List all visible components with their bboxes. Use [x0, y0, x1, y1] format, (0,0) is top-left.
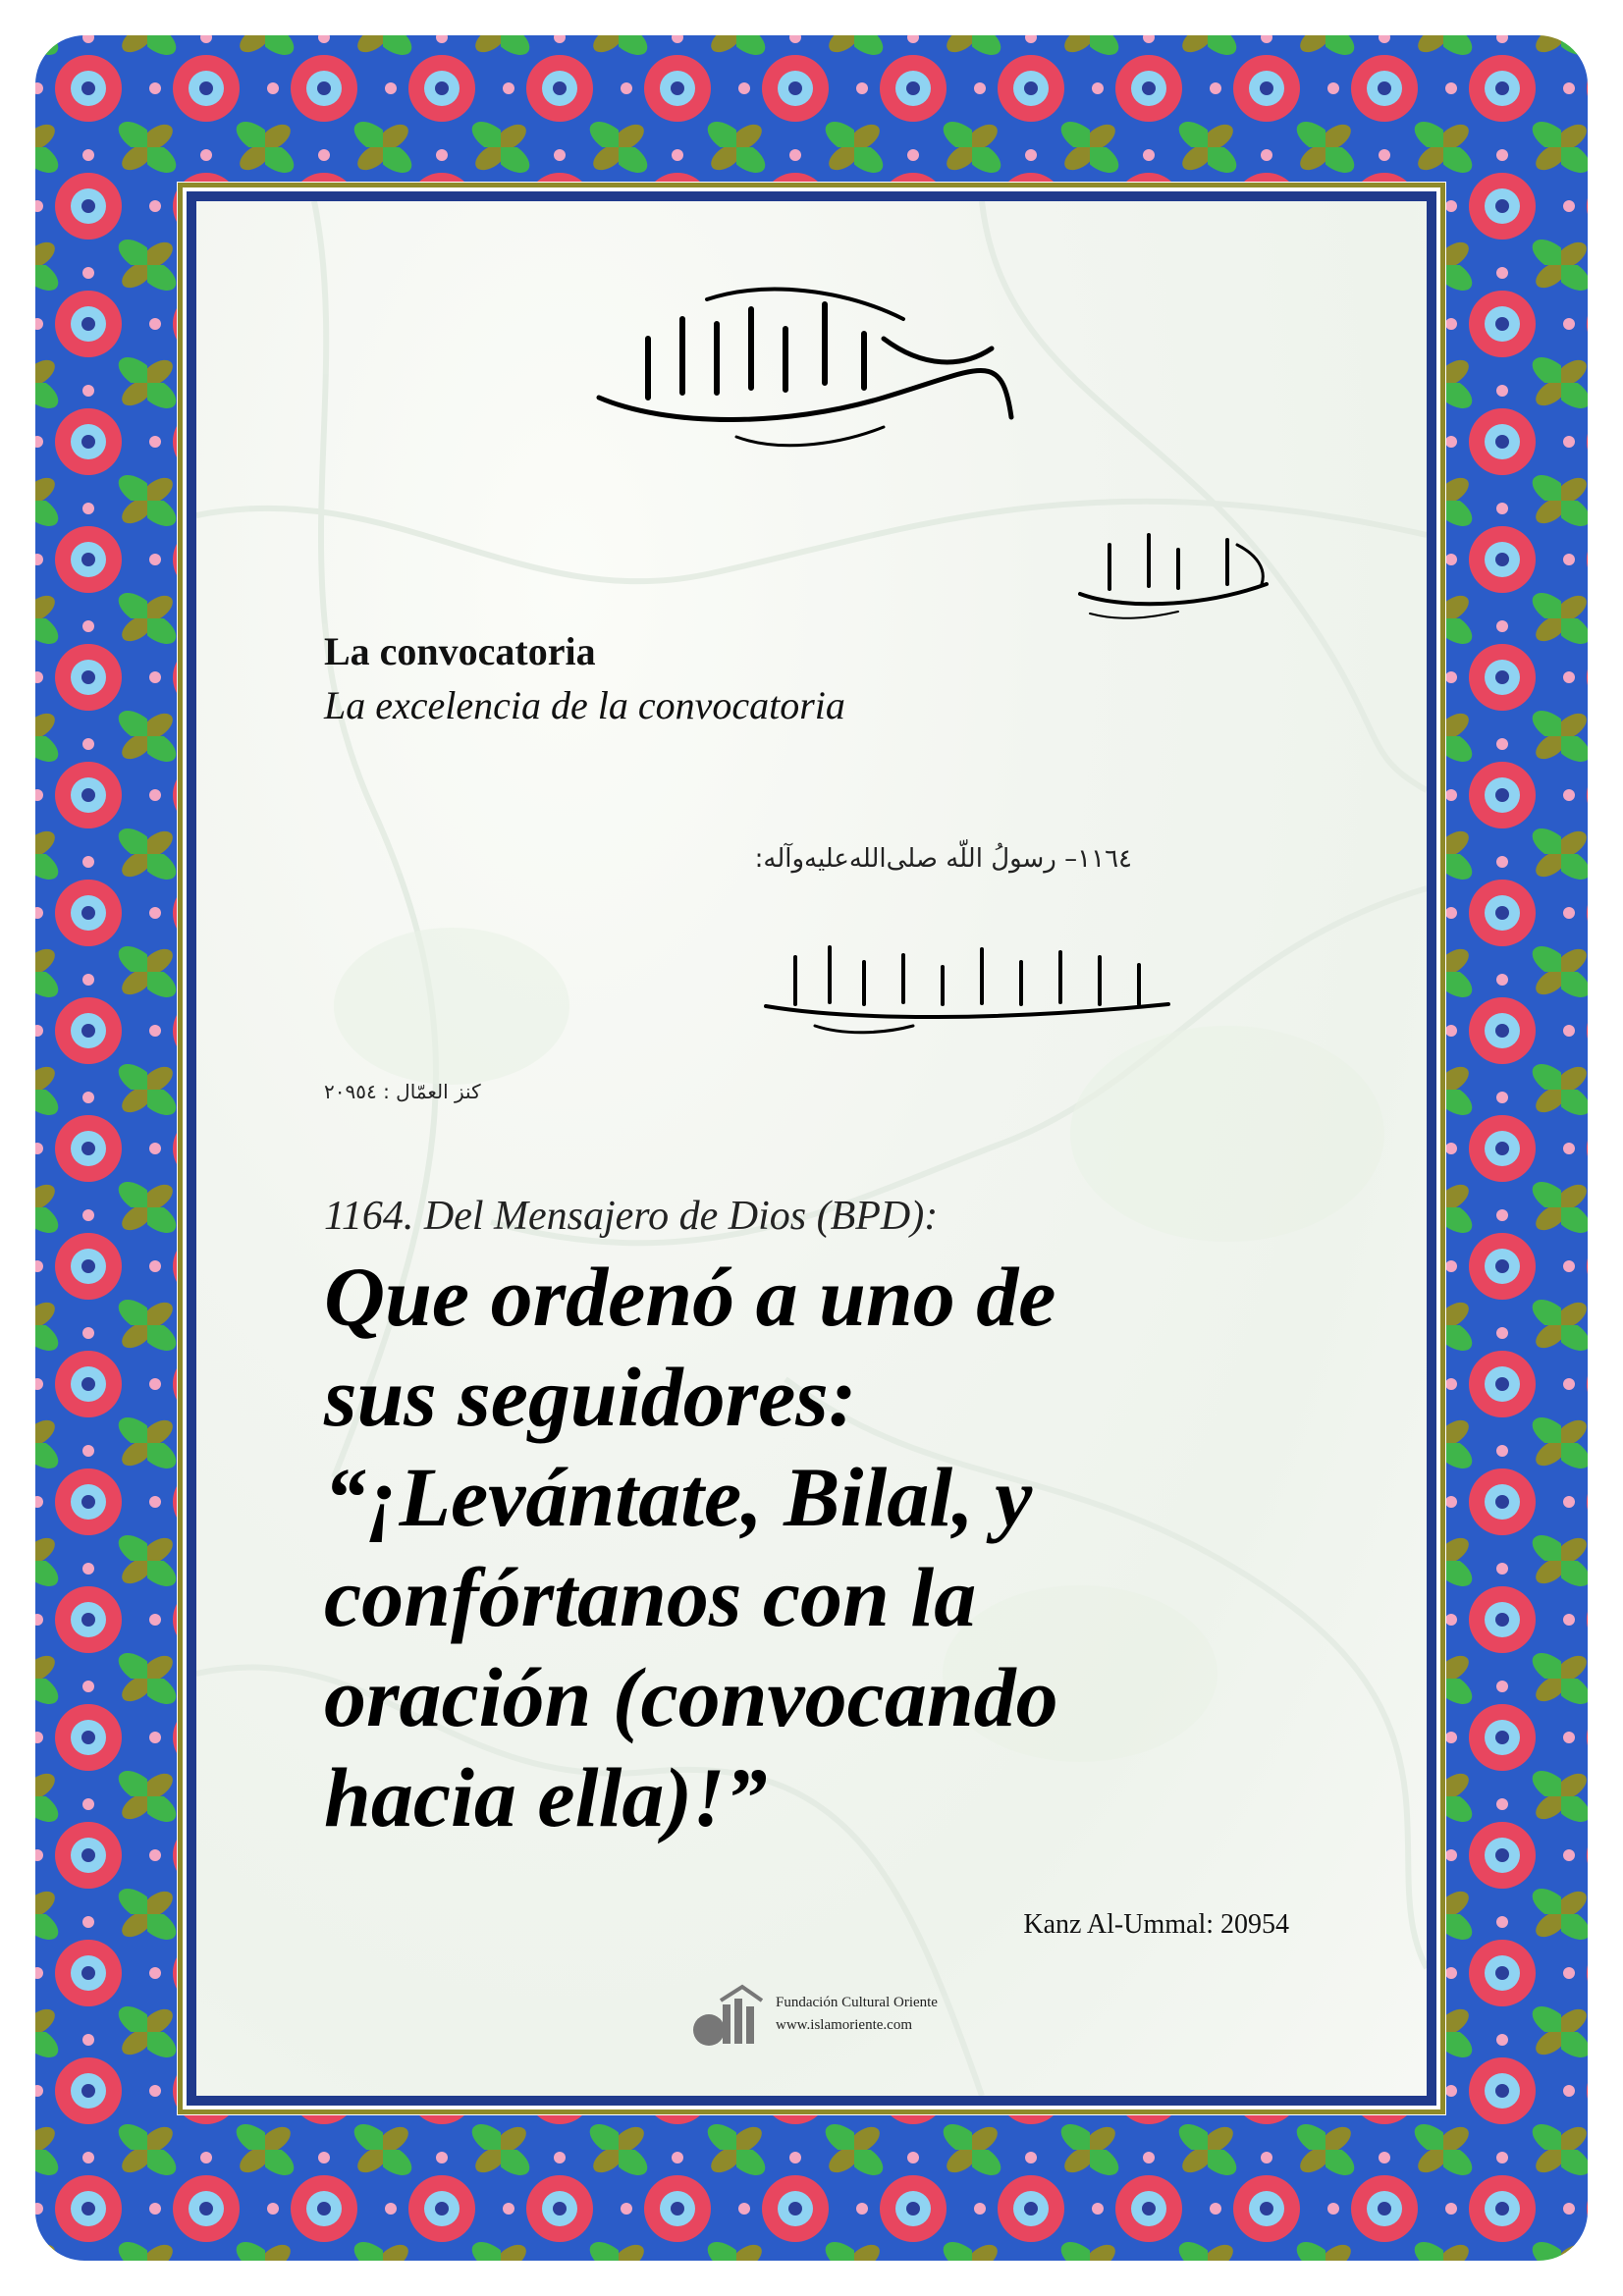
quote-line: “¡Levántate, Bilal, y [324, 1450, 1033, 1544]
publisher-logo-icon [687, 1983, 766, 2052]
quote-line: oración (convocando [324, 1650, 1058, 1744]
source-citation: Kanz Al-Ummal: 20954 [1023, 1909, 1289, 1940]
heading-calligraphy [1060, 515, 1286, 623]
publisher-logo [687, 1983, 982, 2052]
hadith-reference: 1164. Del Mensajero de Dios (BPD): [324, 1194, 939, 1239]
quote-line: Que ordenó a uno de [324, 1250, 1056, 1344]
quote-line: confórtanos con la [324, 1550, 977, 1644]
bismillah-calligraphy [589, 280, 1021, 456]
publisher-url[interactable]: www.islamoriente.com [776, 2017, 912, 2033]
quote-line: hacia ella)!” [324, 1750, 768, 1844]
document-title: La convocatoria [324, 629, 596, 673]
quote-line: sus seguidores: [324, 1350, 857, 1444]
hadith-quote [324, 1247, 1306, 1847]
hadith-calligraphy [756, 928, 1178, 1045]
content-panel [187, 191, 1436, 2106]
document-subtitle: La excelencia de la convocatoria [324, 683, 845, 727]
arabic-source-line: ١١٦٤– رسولُ اللّه صلى‌الله‌عليه‌وآله: [754, 844, 1132, 874]
publisher-name: Fundación Cultural Oriente [776, 1995, 938, 2010]
arabic-reference: كنز العمّال : ٢٠٩٥٤ [324, 1080, 481, 1103]
